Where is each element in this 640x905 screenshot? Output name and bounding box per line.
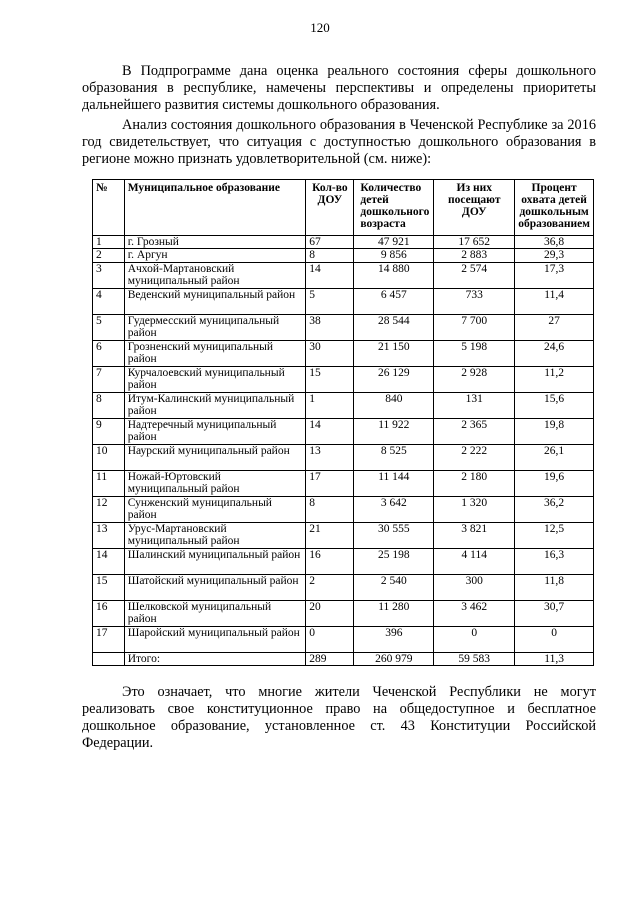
row-attending: 733 [434,289,515,315]
row-dou-count: 21 [306,523,354,549]
row-coverage-percent: 11,4 [515,289,594,315]
table-row [93,471,594,497]
row-attending: 2 574 [434,263,515,289]
row-attending: 2 883 [434,249,515,263]
row-dou-count: 2 [306,575,354,601]
row-children-count: 28 544 [354,315,434,341]
row-coverage-percent: 36,8 [515,236,594,249]
row-number: 9 [93,419,125,445]
total-attending: 59 583 [434,653,515,666]
row-dou-count: 17 [306,471,354,497]
analysis-paragraph: Анализ состояния дошкольного образования в Чеченской Республике за 2016 год свидетельствует, что ситуация с доступностью дошкольного образования в регионе можно признать удовлетворительной (см. ниже): [82,117,596,167]
header-coverage-percent: Процент охвата детей дошкольным образованием [515,180,594,236]
row-number: 12 [93,497,125,523]
row-coverage-percent: 15,6 [515,393,594,419]
table-row [93,523,594,549]
row-coverage-percent: 0 [515,627,594,653]
row-dou-count: 5 [306,289,354,315]
row-number: 7 [93,367,125,393]
row-municipality: Курчалоевский муниципальный район [124,367,306,393]
row-number: 6 [93,341,125,367]
row-coverage-percent: 24,6 [515,341,594,367]
row-municipality: Веденский муниципальный район [124,289,306,315]
row-municipality: Ножай-Юртовский муниципальный район [124,471,306,497]
intro-paragraph: В Подпрограмме дана оценка реального состояния сферы дошкольного образования в республике, намечены перспективы и определены приоритеты дальнейшего развития системы дошкольного образования. [82,63,596,113]
preschool-coverage-table [92,179,594,666]
row-dou-count: 8 [306,249,354,263]
row-children-count: 14 880 [354,263,434,289]
row-municipality: Надтеречный муниципальный район [124,419,306,445]
row-attending: 2 180 [434,471,515,497]
header-children-count: Количество детей дошкольного возраста [354,180,434,236]
row-children-count: 2 540 [354,575,434,601]
table-row [93,249,594,263]
row-municipality: Шаройский муниципальный район [124,627,306,653]
row-coverage-percent: 16,3 [515,549,594,575]
table-row [93,575,594,601]
conclusion-paragraph: Это означает, что многие жители Чеченской Республики не могут реализовать свое конституционное право на общедоступное и бесплатное дошкольное образование, установленное ст. 43 Конституции Российской Федерации. [82,684,596,751]
row-children-count: 30 555 [354,523,434,549]
table-row [93,627,594,653]
row-children-count: 11 144 [354,471,434,497]
row-children-count: 396 [354,627,434,653]
header-municipality: Муниципальное образование [124,180,306,236]
total-dou-count: 289 [306,653,354,666]
row-municipality: Гудермесский муниципальный район [124,315,306,341]
table-row [93,445,594,471]
row-dou-count: 38 [306,315,354,341]
row-children-count: 11 280 [354,601,434,627]
table-row [93,263,594,289]
total-label: Итого: [124,653,306,666]
table-row [93,497,594,523]
row-children-count: 840 [354,393,434,419]
row-coverage-percent: 12,5 [515,523,594,549]
row-dou-count: 13 [306,445,354,471]
row-attending: 4 114 [434,549,515,575]
row-municipality: Сунженский муниципальный район [124,497,306,523]
row-dou-count: 0 [306,627,354,653]
row-municipality: Ачхой-Мартановский муниципальный район [124,263,306,289]
total-number [93,653,125,666]
row-coverage-percent: 11,2 [515,367,594,393]
row-coverage-percent: 26,1 [515,445,594,471]
row-municipality: Грозненский муниципальный район [124,341,306,367]
row-municipality: г. Аргун [124,249,306,263]
row-attending: 131 [434,393,515,419]
row-number: 5 [93,315,125,341]
row-dou-count: 14 [306,419,354,445]
row-attending: 1 320 [434,497,515,523]
row-number: 10 [93,445,125,471]
row-dou-count: 20 [306,601,354,627]
row-dou-count: 15 [306,367,354,393]
row-number: 3 [93,263,125,289]
row-attending: 3 462 [434,601,515,627]
row-coverage-percent: 11,8 [515,575,594,601]
row-children-count: 25 198 [354,549,434,575]
row-dou-count: 16 [306,549,354,575]
row-number: 8 [93,393,125,419]
total-children-count: 260 979 [354,653,434,666]
row-number: 2 [93,249,125,263]
row-children-count: 26 129 [354,367,434,393]
table-row [93,341,594,367]
table-row [93,315,594,341]
row-children-count: 9 856 [354,249,434,263]
table-row [93,393,594,419]
table-header-row [93,180,594,236]
row-children-count: 8 525 [354,445,434,471]
row-children-count: 6 457 [354,289,434,315]
row-municipality: Шатойский муниципальный район [124,575,306,601]
row-attending: 0 [434,627,515,653]
header-num: № [93,180,125,236]
row-coverage-percent: 17,3 [515,263,594,289]
row-attending: 2 222 [434,445,515,471]
row-number: 4 [93,289,125,315]
row-municipality: Итум-Калинский муниципальный район [124,393,306,419]
row-children-count: 47 921 [354,236,434,249]
row-coverage-percent: 27 [515,315,594,341]
row-attending: 2 928 [434,367,515,393]
total-coverage-percent: 11,3 [515,653,594,666]
row-coverage-percent: 19,6 [515,471,594,497]
row-dou-count: 67 [306,236,354,249]
row-children-count: 3 642 [354,497,434,523]
table-row [93,289,594,315]
row-municipality: Шалинский муниципальный район [124,549,306,575]
row-children-count: 21 150 [354,341,434,367]
table-row [93,367,594,393]
row-attending: 7 700 [434,315,515,341]
row-municipality: Наурский муниципальный район [124,445,306,471]
row-children-count: 11 922 [354,419,434,445]
row-attending: 3 821 [434,523,515,549]
row-number: 16 [93,601,125,627]
table-row [93,236,594,249]
row-dou-count: 1 [306,393,354,419]
header-attending: Из них посещают ДОУ [434,180,515,236]
table-row [93,549,594,575]
row-number: 14 [93,549,125,575]
page-number: 120 [310,20,330,35]
row-number: 17 [93,627,125,653]
table-total-row [93,653,594,666]
row-number: 11 [93,471,125,497]
row-attending: 300 [434,575,515,601]
row-number: 1 [93,236,125,249]
row-dou-count: 30 [306,341,354,367]
row-number: 13 [93,523,125,549]
row-coverage-percent: 19,8 [515,419,594,445]
table-row [93,601,594,627]
row-coverage-percent: 30,7 [515,601,594,627]
row-attending: 17 652 [434,236,515,249]
row-municipality: г. Грозный [124,236,306,249]
row-attending: 5 198 [434,341,515,367]
row-municipality: Шелковской муниципальный район [124,601,306,627]
row-coverage-percent: 36,2 [515,497,594,523]
row-coverage-percent: 29,3 [515,249,594,263]
row-dou-count: 8 [306,497,354,523]
row-number: 15 [93,575,125,601]
row-attending: 2 365 [434,419,515,445]
row-municipality: Урус-Мартановский муниципальный район [124,523,306,549]
table-body [93,236,594,666]
table-row [93,419,594,445]
row-dou-count: 14 [306,263,354,289]
header-dou-count: Кол-во ДОУ [306,180,354,236]
